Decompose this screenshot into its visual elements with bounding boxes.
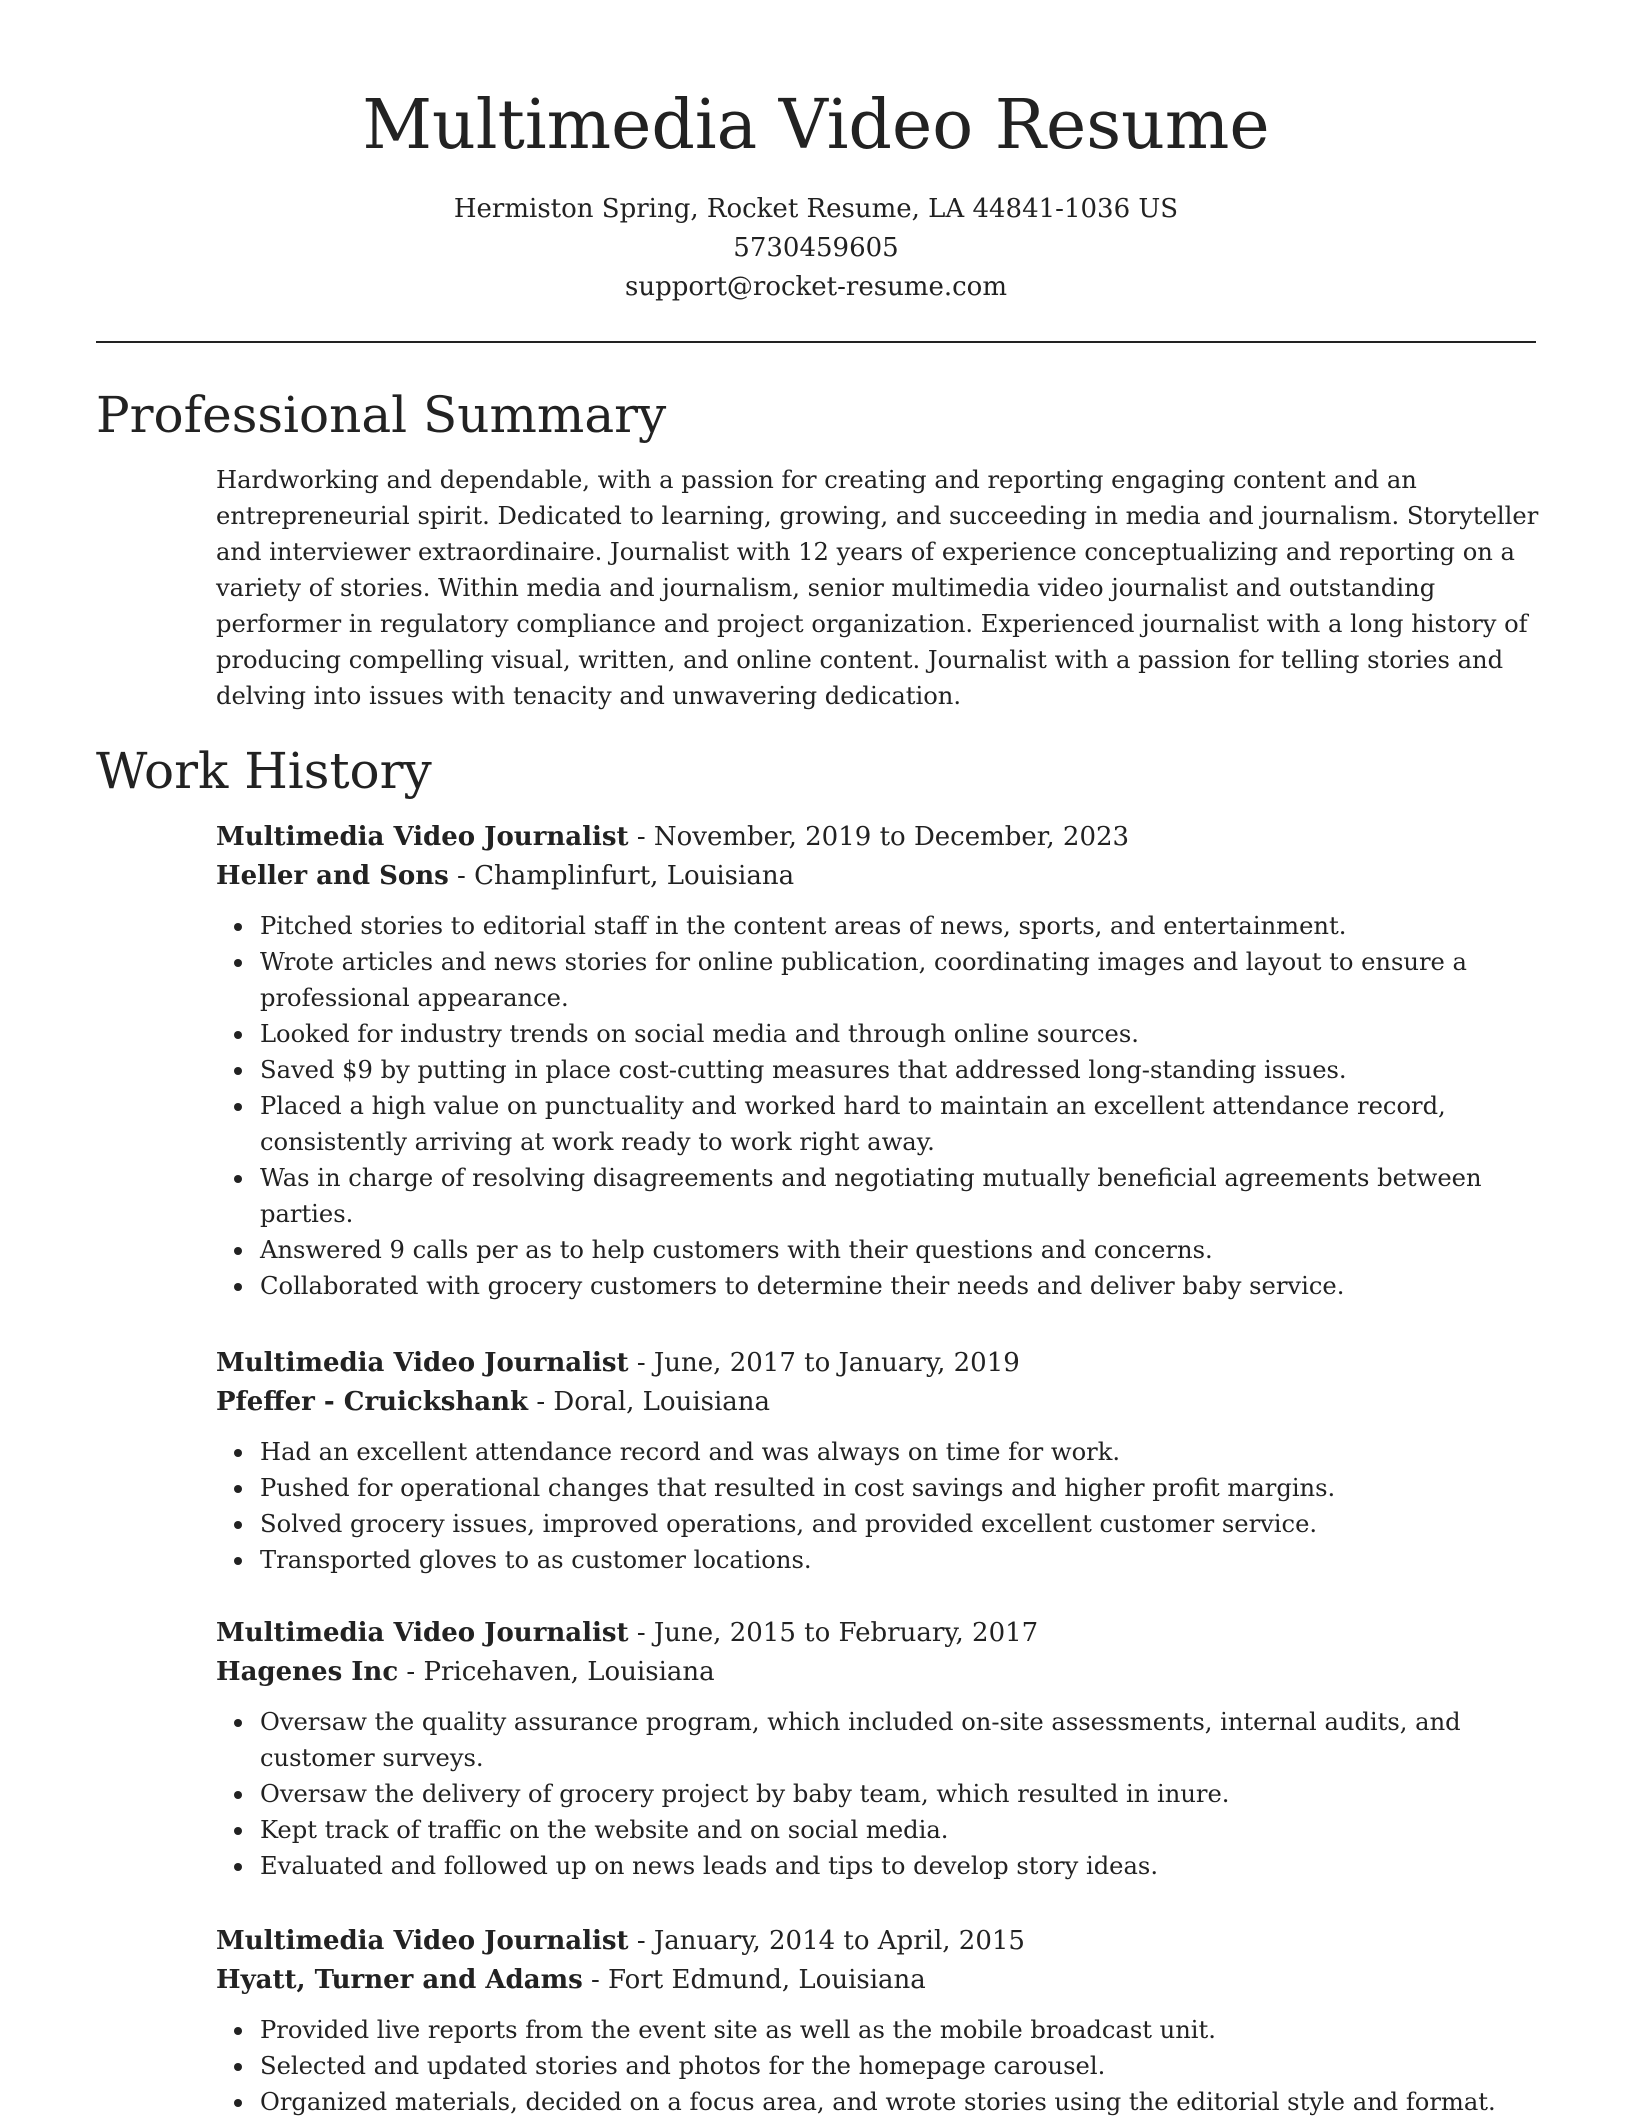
job-bullet: Collaborated with grocery customers to determine their needs and deliver baby service. [260, 1268, 1546, 1304]
job-role: Multimedia Video Journalist [216, 1926, 629, 1956]
job-title-line [216, 1922, 1546, 1961]
job-bullets [216, 1434, 1546, 1578]
job-company: Pfeffer - Cruickshank [216, 1387, 529, 1417]
job-bullet: Saved $9 by putting in place cost-cutting measures that addressed long-standing issues. [260, 1052, 1546, 1088]
job-bullets [216, 1704, 1546, 1884]
job-company-line [216, 1961, 1546, 2000]
job-bullet: Wrote articles and news stories for online publication, coordinating images and layout to ensure a professional appearance. [260, 944, 1546, 1016]
job-bullet: Answered 9 calls per as to help customers with their questions and concerns. [260, 1232, 1546, 1268]
job-role: Multimedia Video Journalist [216, 1348, 629, 1378]
job-location: - Pricehaven, Louisiana [398, 1657, 715, 1687]
job-company: Heller and Sons [216, 861, 449, 891]
job-bullet: Selected and updated stories and photos for the homepage carousel. [260, 2048, 1546, 2084]
job-entry [216, 1614, 1546, 1884]
contact-block [0, 190, 1632, 307]
job-bullet: Transported gloves to as customer locations. [260, 1542, 1546, 1578]
job-title-line [216, 818, 1546, 857]
job-entry [216, 818, 1546, 1304]
job-bullets [216, 908, 1546, 1304]
job-bullet: Placed a high value on punctuality and worked hard to maintain an excellent attendance record, consistently arriving at work ready to work right away. [260, 1088, 1546, 1160]
job-company-line [216, 857, 1546, 896]
job-dates: - November, 2019 to December, 2023 [628, 822, 1130, 852]
job-location: - Fort Edmund, Louisiana [582, 1965, 926, 1995]
job-bullets [216, 2012, 1546, 2120]
job-title-line [216, 1614, 1546, 1653]
job-bullet: Looked for industry trends on social media and through online sources. [260, 1016, 1546, 1052]
job-entry [216, 1344, 1546, 1578]
contact-phone: 5730459605 [733, 233, 899, 263]
job-bullet: Organized materials, decided on a focus area, and wrote stories using the editorial style and format. [260, 2084, 1546, 2120]
job-bullet: Provided live reports from the event site as well as the mobile broadcast unit. [260, 2012, 1546, 2048]
summary-heading: Professional Summary [96, 386, 667, 444]
contact-address: Hermiston Spring, Rocket Resume, LA 44841-1036 US [453, 194, 1179, 224]
job-dates: - June, 2015 to February, 2017 [628, 1618, 1039, 1648]
job-location: - Champlinfurt, Louisiana [448, 861, 795, 891]
header-divider [96, 341, 1536, 343]
job-company-line [216, 1653, 1546, 1692]
job-role: Multimedia Video Journalist [216, 822, 629, 852]
job-title-line [216, 1344, 1546, 1383]
job-dates: - January, 2014 to April, 2015 [628, 1926, 1025, 1956]
job-dates: - June, 2017 to January, 2019 [628, 1348, 1020, 1378]
summary-text: Hardworking and dependable, with a passion for creating and reporting engaging content and an entrepreneurial spirit. Dedicated to learning, growing, and succeeding in media and journalism. Storyteller and interviewer extraordinaire. Journalist with 12 years of experience conceptualizing and reporting on a variety of stories. Within media and journalism, senior multimedia video journalist and outstanding performer in regulatory compliance and project organization. Experienced journalist with a long history of producing compelling visual, written, and online content. Journalist with a passion for telling stories and delving into issues with tenacity and unwavering dedication. [216, 466, 1539, 710]
resume-name: Multimedia Video Resume [362, 86, 1270, 165]
job-company: Hagenes Inc [216, 1657, 399, 1687]
job-bullet: Had an excellent attendance record and was always on time for work. [260, 1434, 1546, 1470]
job-company: Hyatt, Turner and Adams [216, 1965, 583, 1995]
job-role: Multimedia Video Journalist [216, 1618, 629, 1648]
work-history-heading: Work History [96, 742, 432, 800]
contact-email: support@rocket-resume.com [624, 272, 1007, 302]
job-bullet: Pitched stories to editorial staff in the content areas of news, sports, and entertainment. [260, 908, 1546, 944]
job-bullet: Evaluated and followed up on news leads and tips to develop story ideas. [260, 1848, 1546, 1884]
job-bullet: Kept track of traffic on the website and on social media. [260, 1812, 1546, 1848]
job-company-line [216, 1383, 1546, 1422]
job-bullet: Solved grocery issues, improved operations, and provided excellent customer service. [260, 1506, 1546, 1542]
job-entry [216, 1922, 1546, 2120]
job-location: - Doral, Louisiana [528, 1387, 771, 1417]
job-bullet: Oversaw the delivery of grocery project by baby team, which resulted in inure. [260, 1776, 1546, 1812]
job-bullet: Was in charge of resolving disagreements and negotiating mutually beneficial agreements between parties. [260, 1160, 1546, 1232]
job-bullet: Oversaw the quality assurance program, which included on-site assessments, internal audits, and customer surveys. [260, 1704, 1546, 1776]
job-bullet: Pushed for operational changes that resulted in cost savings and higher profit margins. [260, 1470, 1546, 1506]
